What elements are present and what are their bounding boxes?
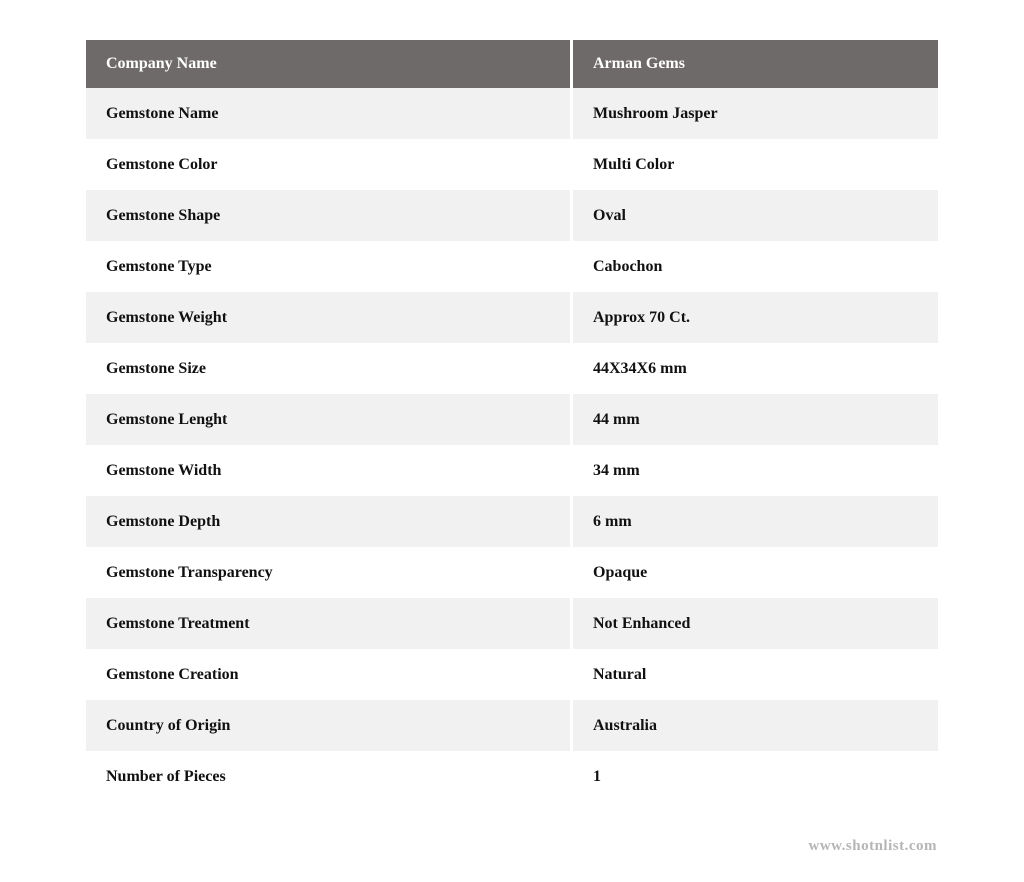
gemstone-spec-table xyxy=(86,40,938,802)
table-row xyxy=(86,445,938,496)
row-value: Opaque xyxy=(573,547,938,598)
row-label: Gemstone Shape xyxy=(86,190,570,241)
row-label: Gemstone Color xyxy=(86,139,570,190)
row-value: Not Enhanced xyxy=(573,598,938,649)
table-row xyxy=(86,496,938,547)
row-value: Australia xyxy=(573,700,938,751)
row-value: Mushroom Jasper xyxy=(573,88,938,139)
row-value: 1 xyxy=(573,751,938,802)
row-label: Gemstone Transparency xyxy=(86,547,570,598)
row-label: Gemstone Depth xyxy=(86,496,570,547)
row-label: Gemstone Weight xyxy=(86,292,570,343)
row-label: Gemstone Width xyxy=(86,445,570,496)
row-label: Gemstone Treatment xyxy=(86,598,570,649)
row-value: 34 mm xyxy=(573,445,938,496)
table-row xyxy=(86,394,938,445)
table-row xyxy=(86,292,938,343)
table-row xyxy=(86,88,938,139)
row-value: Oval xyxy=(573,190,938,241)
table-row xyxy=(86,190,938,241)
row-label: Gemstone Size xyxy=(86,343,570,394)
row-label: Number of Pieces xyxy=(86,751,570,802)
table-row xyxy=(86,139,938,190)
row-label: Gemstone Type xyxy=(86,241,570,292)
row-value: Approx 70 Ct. xyxy=(573,292,938,343)
table-row xyxy=(86,700,938,751)
table-header-row xyxy=(86,40,938,88)
row-label: Gemstone Creation xyxy=(86,649,570,700)
table-row xyxy=(86,751,938,802)
row-label: Country of Origin xyxy=(86,700,570,751)
row-value: 44X34X6 mm xyxy=(573,343,938,394)
row-value: Multi Color xyxy=(573,139,938,190)
row-label: Gemstone Name xyxy=(86,88,570,139)
table-row xyxy=(86,343,938,394)
row-value: Natural xyxy=(573,649,938,700)
header-label-cell: Company Name xyxy=(86,40,570,88)
row-value: 44 mm xyxy=(573,394,938,445)
row-value: 6 mm xyxy=(573,496,938,547)
header-value-cell: Arman Gems xyxy=(573,40,938,88)
row-label: Gemstone Lenght xyxy=(86,394,570,445)
table-row xyxy=(86,598,938,649)
table-row xyxy=(86,241,938,292)
row-value: Cabochon xyxy=(573,241,938,292)
table-row xyxy=(86,547,938,598)
watermark: www.shotnlist.com xyxy=(808,838,937,854)
table-row xyxy=(86,649,938,700)
